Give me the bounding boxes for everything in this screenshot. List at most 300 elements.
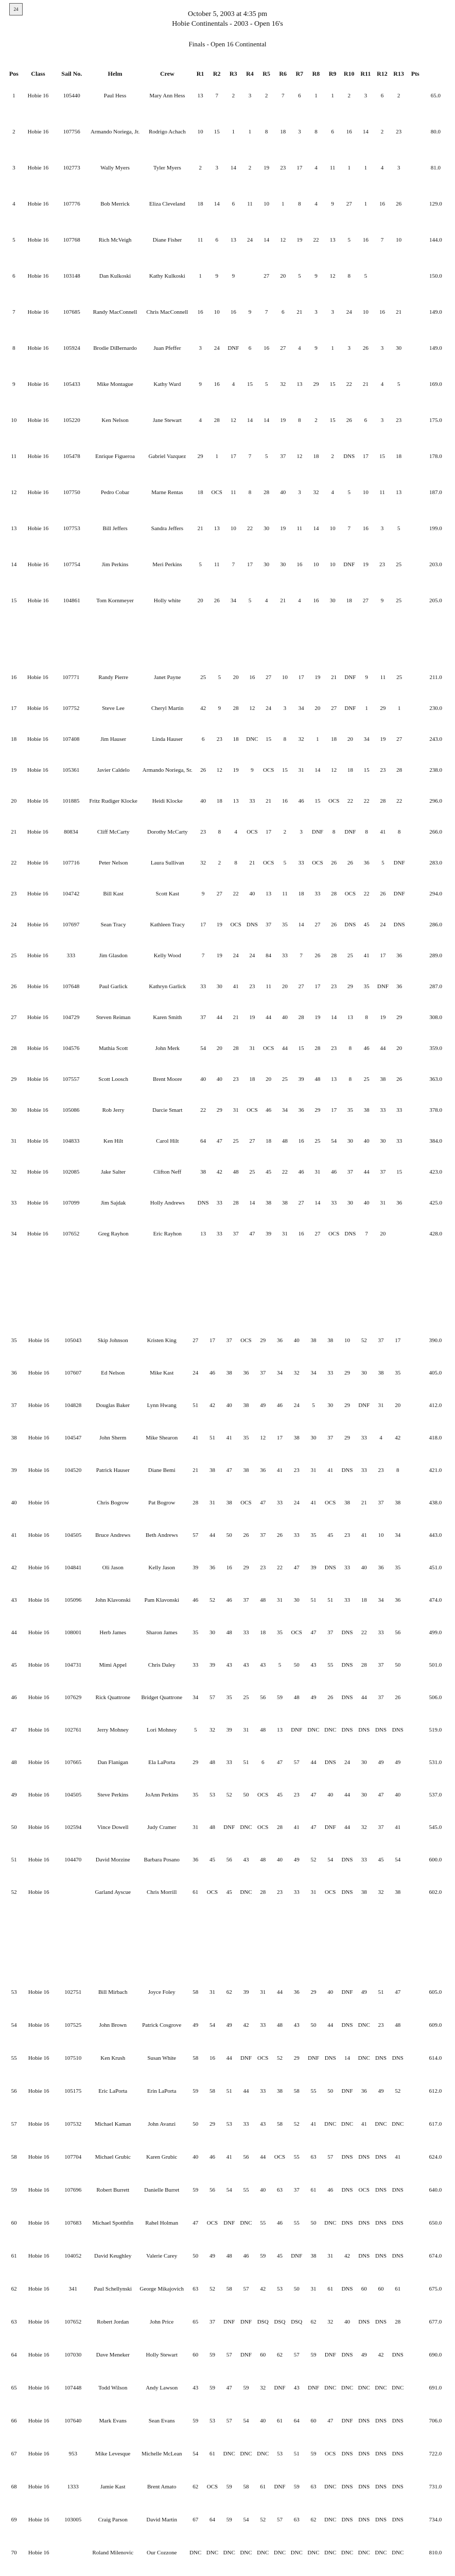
helm-cell: Mark Evans <box>99 2418 127 2424</box>
race-score-cell: DNC <box>341 2121 354 2127</box>
race-score-cell: 2 <box>347 93 351 99</box>
class-cell: Hobie 16 <box>27 237 49 243</box>
race-score-cell: 3 <box>248 93 252 99</box>
class-cell: Hobie 16 <box>28 1856 49 1863</box>
class-cell: Hobie 16 <box>28 2187 49 2193</box>
position-cell: 65 <box>11 2385 17 2391</box>
race-score-cell: 5 <box>248 598 252 604</box>
race-score-cell: DNS <box>375 2055 387 2061</box>
race-score-cell: 28 <box>298 1014 304 1021</box>
race-score-cell: 14 <box>331 1014 337 1021</box>
race-score-cell: 42 <box>260 2286 266 2292</box>
race-score-cell: 23 <box>331 1045 337 1052</box>
race-score-cell: 33 <box>378 1629 384 1636</box>
sail-number-cell: 104861 <box>63 598 80 604</box>
race-score-cell: 41 <box>395 2154 401 2160</box>
race-score-cell: 11 <box>282 891 288 897</box>
race-score-cell: DNF <box>223 2319 235 2325</box>
table-row <box>7 366 448 402</box>
race-score-cell: 21 <box>361 1499 367 1506</box>
race-score-cell: 16 <box>362 526 369 532</box>
crew-cell: Gabriel Vazquez <box>148 453 186 460</box>
race-score-cell: 32 <box>260 2385 266 2391</box>
class-cell: Hobie 16 <box>28 1889 49 1895</box>
race-score-cell: 44 <box>344 1824 350 1831</box>
race-score-cell: 26 <box>396 201 402 207</box>
crew-cell: Lynn Hwang <box>147 1402 177 1409</box>
race-score-cell: DNS <box>341 2220 353 2226</box>
crew-cell: George Mikajovich <box>139 2286 184 2292</box>
race-score-cell: 27 <box>314 1231 321 1237</box>
race-score-cell: 34 <box>310 1369 317 1376</box>
position-cell: 17 <box>11 705 17 711</box>
race-score-cell: 43 <box>226 1662 232 1668</box>
race-score-cell: 60 <box>361 2286 367 2292</box>
crew-cell: Tyler Myers <box>153 165 181 171</box>
race-score-cell: 34 <box>276 1369 283 1376</box>
race-score-cell: 10 <box>362 309 369 315</box>
race-score-cell: 4 <box>199 417 202 423</box>
class-cell: Hobie 16 <box>28 1791 49 1798</box>
table-row <box>7 2108 448 2141</box>
race-score-cell: 11 <box>197 237 203 243</box>
race-score-cell: 6 <box>281 309 285 315</box>
race-score-cell: DNS <box>392 2352 404 2358</box>
race-score-cell: 48 <box>260 1856 266 1863</box>
race-score-cell: 55 <box>243 2187 249 2193</box>
race-score-cell: 17 <box>296 165 303 171</box>
race-score-cell: 13 <box>331 1076 337 1082</box>
crew-cell: Holly white <box>153 598 181 604</box>
crew-cell: Holly Andrews <box>150 1200 185 1206</box>
table-row <box>7 1811 448 1843</box>
table-row <box>7 258 448 294</box>
race-score-cell: DSQ <box>257 2319 269 2325</box>
sail-number-cell: 107696 <box>64 2187 82 2193</box>
table-row <box>7 662 448 693</box>
crew-cell: Mike Kast <box>150 1369 174 1376</box>
race-score-cell: 40 <box>192 2154 199 2160</box>
points-cell: 428.0 <box>429 1231 443 1237</box>
race-score-cell: DNS <box>358 2517 370 2523</box>
race-score-cell: 60 <box>378 2286 384 2292</box>
class-cell: Hobie 16 <box>27 922 48 928</box>
points-cell: 418.0 <box>429 1434 442 1441</box>
position-cell: 6 <box>12 273 15 279</box>
sail-number-cell: 107640 <box>64 2418 82 2424</box>
race-score-cell: 7 <box>265 309 268 315</box>
race-score-cell: 23 <box>280 165 286 171</box>
sail-number-cell: 103148 <box>63 273 80 279</box>
helm-cell: Mike Montague <box>97 381 133 387</box>
race-score-cell: 33 <box>282 953 288 959</box>
sail-number-cell: 103005 <box>64 2517 82 2523</box>
race-score-cell <box>408 848 424 878</box>
race-score-cell: 38 <box>395 1889 401 1895</box>
race-score-cell: DNC <box>324 2385 337 2391</box>
class-cell: Hobie 16 <box>27 526 49 532</box>
race-score-cell: 57 <box>276 2517 283 2523</box>
position-cell: 1 <box>12 93 15 99</box>
race-score-cell: 54 <box>243 2418 249 2424</box>
race-score-cell: 41 <box>363 953 370 959</box>
crew-cell: Danielle Burret <box>144 2187 180 2193</box>
race-score-cell: 36 <box>209 1564 215 1571</box>
race-score-cell: 46 <box>276 2220 283 2226</box>
sail-number-cell: 1333 <box>67 2484 79 2490</box>
table-row <box>7 1616 448 1649</box>
race-score-cell: 23 <box>276 1889 283 1895</box>
race-score-cell: 31 <box>380 1200 386 1206</box>
helm-cell: Bill Kast <box>103 891 124 897</box>
race-score-cell: DNS <box>375 1726 387 1733</box>
race-score-cell: 15 <box>266 736 272 742</box>
race-score-cell: 49 <box>209 2253 215 2259</box>
race-score-cell: DNF <box>341 2418 353 2424</box>
points-cell: 149.0 <box>429 309 442 315</box>
race-score-cell: 8 <box>348 1045 352 1052</box>
race-score-cell <box>406 1421 423 1454</box>
sail-number-cell: 107776 <box>63 201 80 207</box>
race-score-cell: 34 <box>378 1597 384 1603</box>
points-cell: 609.0 <box>429 2022 442 2028</box>
race-score-cell: 44 <box>344 1791 350 1798</box>
crew-cell: Kelly Jason <box>148 1564 176 1571</box>
race-score-cell: 43 <box>260 1662 266 1668</box>
race-score-cell: 33 <box>361 1856 367 1863</box>
race-score-cell: 2 <box>232 93 235 99</box>
race-score-cell: DNS <box>375 2451 387 2457</box>
sail-number-cell: 107716 <box>62 860 80 866</box>
race-score-cell: 33 <box>314 891 321 897</box>
race-score-cell: 23 <box>378 1467 384 1473</box>
class-cell: Hobie 16 <box>27 309 49 315</box>
sail-number-cell: 107704 <box>64 2154 82 2160</box>
sail-number-cell: 104547 <box>64 1434 82 1441</box>
points-cell: 296.0 <box>429 798 443 804</box>
race-score-cell: 21 <box>331 674 337 681</box>
race-score-cell: 33 <box>396 1138 402 1144</box>
table-row <box>7 1064 448 1095</box>
race-score-cell <box>406 1486 423 1519</box>
race-score-cell: DNS <box>324 2055 336 2061</box>
race-score-cell: DNS <box>375 2418 387 2424</box>
race-score-cell: DNC <box>189 2550 202 2556</box>
race-score-cell: 21 <box>296 309 303 315</box>
race-score-cell: 21 <box>396 309 402 315</box>
points-cell: 283.0 <box>429 860 443 866</box>
table-row <box>7 1389 448 1421</box>
table-row <box>7 848 448 878</box>
race-score-cell: 3 <box>380 526 384 532</box>
race-score-cell: 62 <box>276 2352 283 2358</box>
points-cell: 286.0 <box>429 922 443 928</box>
race-score-cell: 56 <box>260 1694 266 1701</box>
class-cell: Hobie 16 <box>27 1076 48 1082</box>
race-score-cell: 6 <box>331 129 334 135</box>
race-score-cell: DNC <box>257 2451 269 2457</box>
race-score-cell: 8 <box>332 829 336 835</box>
race-score-cell: DNC <box>358 2385 370 2391</box>
race-score-cell: 12 <box>249 705 255 711</box>
race-score-cell: 15 <box>247 381 253 387</box>
race-score-cell: 41 <box>226 2154 232 2160</box>
points-cell: 810.0 <box>429 2550 442 2556</box>
race-score-cell: 37 <box>293 2187 300 2193</box>
sail-number-cell: 107557 <box>62 1076 80 1082</box>
race-score-cell: 50 <box>310 2220 317 2226</box>
race-score-cell: 51 <box>293 2451 300 2457</box>
helm-cell: Rich McVeigh <box>98 237 132 243</box>
race-score-cell <box>406 2470 423 2503</box>
race-score-cell: 34 <box>363 736 370 742</box>
race-score-cell: 35 <box>310 1532 317 1538</box>
race-score-cell: 40 <box>276 1856 283 1863</box>
race-score-cell: 25 <box>396 562 402 568</box>
race-score-cell <box>406 1681 423 1714</box>
race-score-cell: 24 <box>247 237 253 243</box>
race-score-cell: 5 <box>194 1726 197 1733</box>
points-cell: 474.0 <box>429 1597 442 1603</box>
race-score-cell: 33 <box>344 1597 350 1603</box>
race-score-cell: 26 <box>200 767 206 773</box>
race-score-cell: 17 <box>276 1434 283 1441</box>
race-score-cell: 44 <box>216 1014 222 1021</box>
race-score-cell: OCS <box>230 922 241 928</box>
race-score-cell: 21 <box>266 798 272 804</box>
table-row <box>7 186 448 222</box>
race-score-cell: DNC <box>358 2055 370 2061</box>
race-score-cell <box>407 402 424 438</box>
race-score-cell: DNS <box>341 2517 353 2523</box>
race-score-cell: DNF <box>240 2319 252 2325</box>
sail-number-cell: 102773 <box>63 165 80 171</box>
race-score-cell: DNS <box>358 2253 370 2259</box>
race-score-cell: DNS <box>341 2451 353 2457</box>
class-cell: Hobie 16 <box>28 1564 49 1571</box>
helm-cell: Chris Bogrow <box>97 1499 129 1506</box>
race-score-cell <box>406 1976 423 2009</box>
race-score-cell: 30 <box>216 984 222 990</box>
race-score-cell: 37 <box>327 1434 334 1441</box>
class-cell: Hobie 16 <box>28 2352 49 2358</box>
race-score-cell: 40 <box>282 1014 288 1021</box>
race-score-cell: 13 <box>329 237 336 243</box>
race-score-cell: 5 <box>397 526 400 532</box>
race-score-cell <box>408 1095 424 1126</box>
race-score-cell: 14 <box>264 417 270 423</box>
race-score-cell: 14 <box>264 237 270 243</box>
race-score-cell: 5 <box>397 381 400 387</box>
points-cell: 384.0 <box>429 1138 443 1144</box>
race-score-cell <box>406 1551 423 1584</box>
race-score-cell: 48 <box>233 1169 239 1175</box>
race-score-cell: 53 <box>209 1791 215 1798</box>
race-score-cell: DNS <box>393 922 405 928</box>
race-score-cell: 12 <box>331 767 337 773</box>
race-score-cell: OCS <box>240 1337 252 1344</box>
table-row <box>7 330 448 366</box>
crew-cell: Ela LaPorta <box>148 1759 176 1766</box>
race-score-cell: 54 <box>200 1045 206 1052</box>
results-page-4 <box>0 1950 455 2576</box>
race-score-cell: 11 <box>231 489 236 496</box>
race-score-cell: 28 <box>361 1662 367 1668</box>
race-score-cell: 49 <box>192 2022 199 2028</box>
helm-cell: Oli Jason <box>102 1564 124 1571</box>
race-score-cell: 3 <box>331 309 334 315</box>
race-score-cell: DNF <box>227 345 239 351</box>
table-row <box>7 786 448 817</box>
race-score-cell: 17 <box>395 1337 401 1344</box>
position-cell: 33 <box>11 1200 17 1206</box>
race-score-cell: 4 <box>380 381 384 387</box>
helm-cell: Ken Krush <box>100 2055 126 2061</box>
race-score-cell: DNC <box>223 2550 235 2556</box>
sail-number-cell: 105478 <box>63 453 80 460</box>
position-cell: 47 <box>11 1726 17 1733</box>
race-score-cell: 44 <box>226 2055 232 2061</box>
race-score-cell: DNC <box>273 2550 286 2556</box>
crew-cell: Beth Andrews <box>145 1532 178 1538</box>
race-score-cell: 35 <box>276 1629 283 1636</box>
race-score-cell: 16 <box>197 309 203 315</box>
race-score-cell: 55 <box>293 2154 300 2160</box>
race-score-cell: 11 <box>329 165 336 171</box>
race-score-cell <box>407 547 424 583</box>
race-score-cell: 27 <box>280 345 286 351</box>
race-score-cell: OCS <box>344 891 356 897</box>
race-score-cell: 5 <box>312 1402 315 1409</box>
race-score-cell: 10 <box>230 526 236 532</box>
race-score-cell: 47 <box>310 1629 317 1636</box>
race-score-cell: 22 <box>276 1564 283 1571</box>
race-score-cell: 27 <box>264 273 270 279</box>
table-row <box>7 2470 448 2503</box>
helm-cell: John Sherm <box>99 1434 127 1441</box>
race-score-cell <box>407 114 424 150</box>
race-score-cell: 50 <box>192 2253 199 2259</box>
race-score-cell: 38 <box>200 1169 206 1175</box>
race-score-cell: DNS <box>375 2220 387 2226</box>
race-score-cell: 37 <box>200 1014 206 1021</box>
race-score-cell: 23 <box>233 1076 239 1082</box>
race-score-cell <box>374 258 390 294</box>
race-score-cell: 55 <box>260 2220 266 2226</box>
race-score-cell: 41 <box>226 1434 232 1441</box>
race-score-cell: 43 <box>293 2385 300 2391</box>
class-cell: Hobie 16 <box>27 93 49 99</box>
helm-cell: Michael Kaman <box>94 2121 131 2127</box>
race-score-cell: 3 <box>283 705 287 711</box>
points-cell: 501.0 <box>429 1662 442 1668</box>
race-score-cell: 12 <box>280 237 286 243</box>
table-row <box>7 583 448 619</box>
race-score-cell: 20 <box>216 1045 222 1052</box>
crew-cell: Clifton Neff <box>153 1169 182 1175</box>
points-cell: 443.0 <box>429 1532 442 1538</box>
column-header: R1 <box>196 70 204 77</box>
race-score-cell: 11 <box>379 489 385 496</box>
race-score-cell: 35 <box>395 1564 401 1571</box>
race-score-cell: DNF <box>291 2253 303 2259</box>
race-score-cell: 24 <box>192 1369 199 1376</box>
class-cell: Hobie 16 <box>28 2319 49 2325</box>
table-row <box>7 1126 448 1157</box>
race-score-cell: OCS <box>325 1889 336 1895</box>
points-cell: 612.0 <box>429 2088 442 2094</box>
position-cell: 55 <box>11 2055 17 2061</box>
race-score-cell <box>408 1126 424 1157</box>
position-cell: 4 <box>12 201 15 207</box>
table-row <box>7 1357 448 1389</box>
race-score-cell: DNS <box>358 2451 370 2457</box>
position-cell: 60 <box>11 2220 17 2226</box>
race-score-cell: 30 <box>347 1200 353 1206</box>
table-row <box>7 2174 448 2207</box>
helm-cell: David Morzine <box>95 1856 130 1863</box>
race-score-cell: 25 <box>314 1138 321 1144</box>
race-score-cell: 1 <box>365 705 368 711</box>
helm-cell: Ken Hilt <box>103 1138 124 1144</box>
race-score-cell: 61 <box>209 2451 215 2457</box>
race-score-cell: 43 <box>192 2385 199 2391</box>
race-score-cell: 41 <box>276 1467 283 1473</box>
race-score-cell: 22 <box>363 798 370 804</box>
race-score-cell: 40 <box>226 1402 232 1409</box>
results-page-2 <box>0 647 455 1296</box>
position-cell: 15 <box>11 598 17 604</box>
points-cell: 425.0 <box>429 1200 443 1206</box>
race-score-cell: 49 <box>361 2352 367 2358</box>
points-cell: 308.0 <box>429 1014 443 1021</box>
sail-number-cell: 104841 <box>64 1564 82 1571</box>
race-score-cell: 16 <box>296 562 303 568</box>
race-score-cell: DNF <box>274 2484 286 2490</box>
race-score-cell: 61 <box>395 2286 401 2292</box>
sail-number-cell: 102085 <box>62 1169 80 1175</box>
position-cell: 36 <box>11 1369 17 1376</box>
crew-cell: Patrick Cosgrove <box>142 2022 182 2028</box>
race-score-cell: 19 <box>362 562 369 568</box>
race-score-cell: 19 <box>380 736 386 742</box>
position-cell: 10 <box>11 417 17 423</box>
crew-cell: Eliza Cleveland <box>149 201 185 207</box>
race-score-cell: 36 <box>192 1856 199 1863</box>
class-cell: Hobie 16 <box>28 2385 49 2391</box>
race-score-cell: 52 <box>260 2517 266 2523</box>
race-score-cell <box>406 2371 423 2404</box>
race-score-cell <box>408 1157 424 1188</box>
race-score-cell: 46 <box>209 1369 215 1376</box>
crew-cell: Chris MacConnell <box>146 309 188 315</box>
class-cell: Hobie 16 <box>27 798 48 804</box>
race-score-cell: 33 <box>216 1200 222 1206</box>
race-score-cell: 46 <box>331 1169 337 1175</box>
class-cell: Hobie 16 <box>27 345 49 351</box>
race-score-cell: 46 <box>276 1402 283 1409</box>
class-cell: Hobie 16 <box>28 1662 49 1668</box>
race-score-cell <box>406 1649 423 1681</box>
points-cell: 266.0 <box>429 829 443 835</box>
race-score-cell: 35 <box>226 1694 232 1701</box>
race-score-cell: 47 <box>395 1989 401 1995</box>
race-score-cell: 4 <box>298 598 301 604</box>
race-score-cell: 19 <box>280 417 286 423</box>
helm-cell: Ken Nelson <box>101 417 129 423</box>
race-score-cell: DNC <box>240 1889 252 1895</box>
class-cell: Hobie 16 <box>28 1467 49 1473</box>
